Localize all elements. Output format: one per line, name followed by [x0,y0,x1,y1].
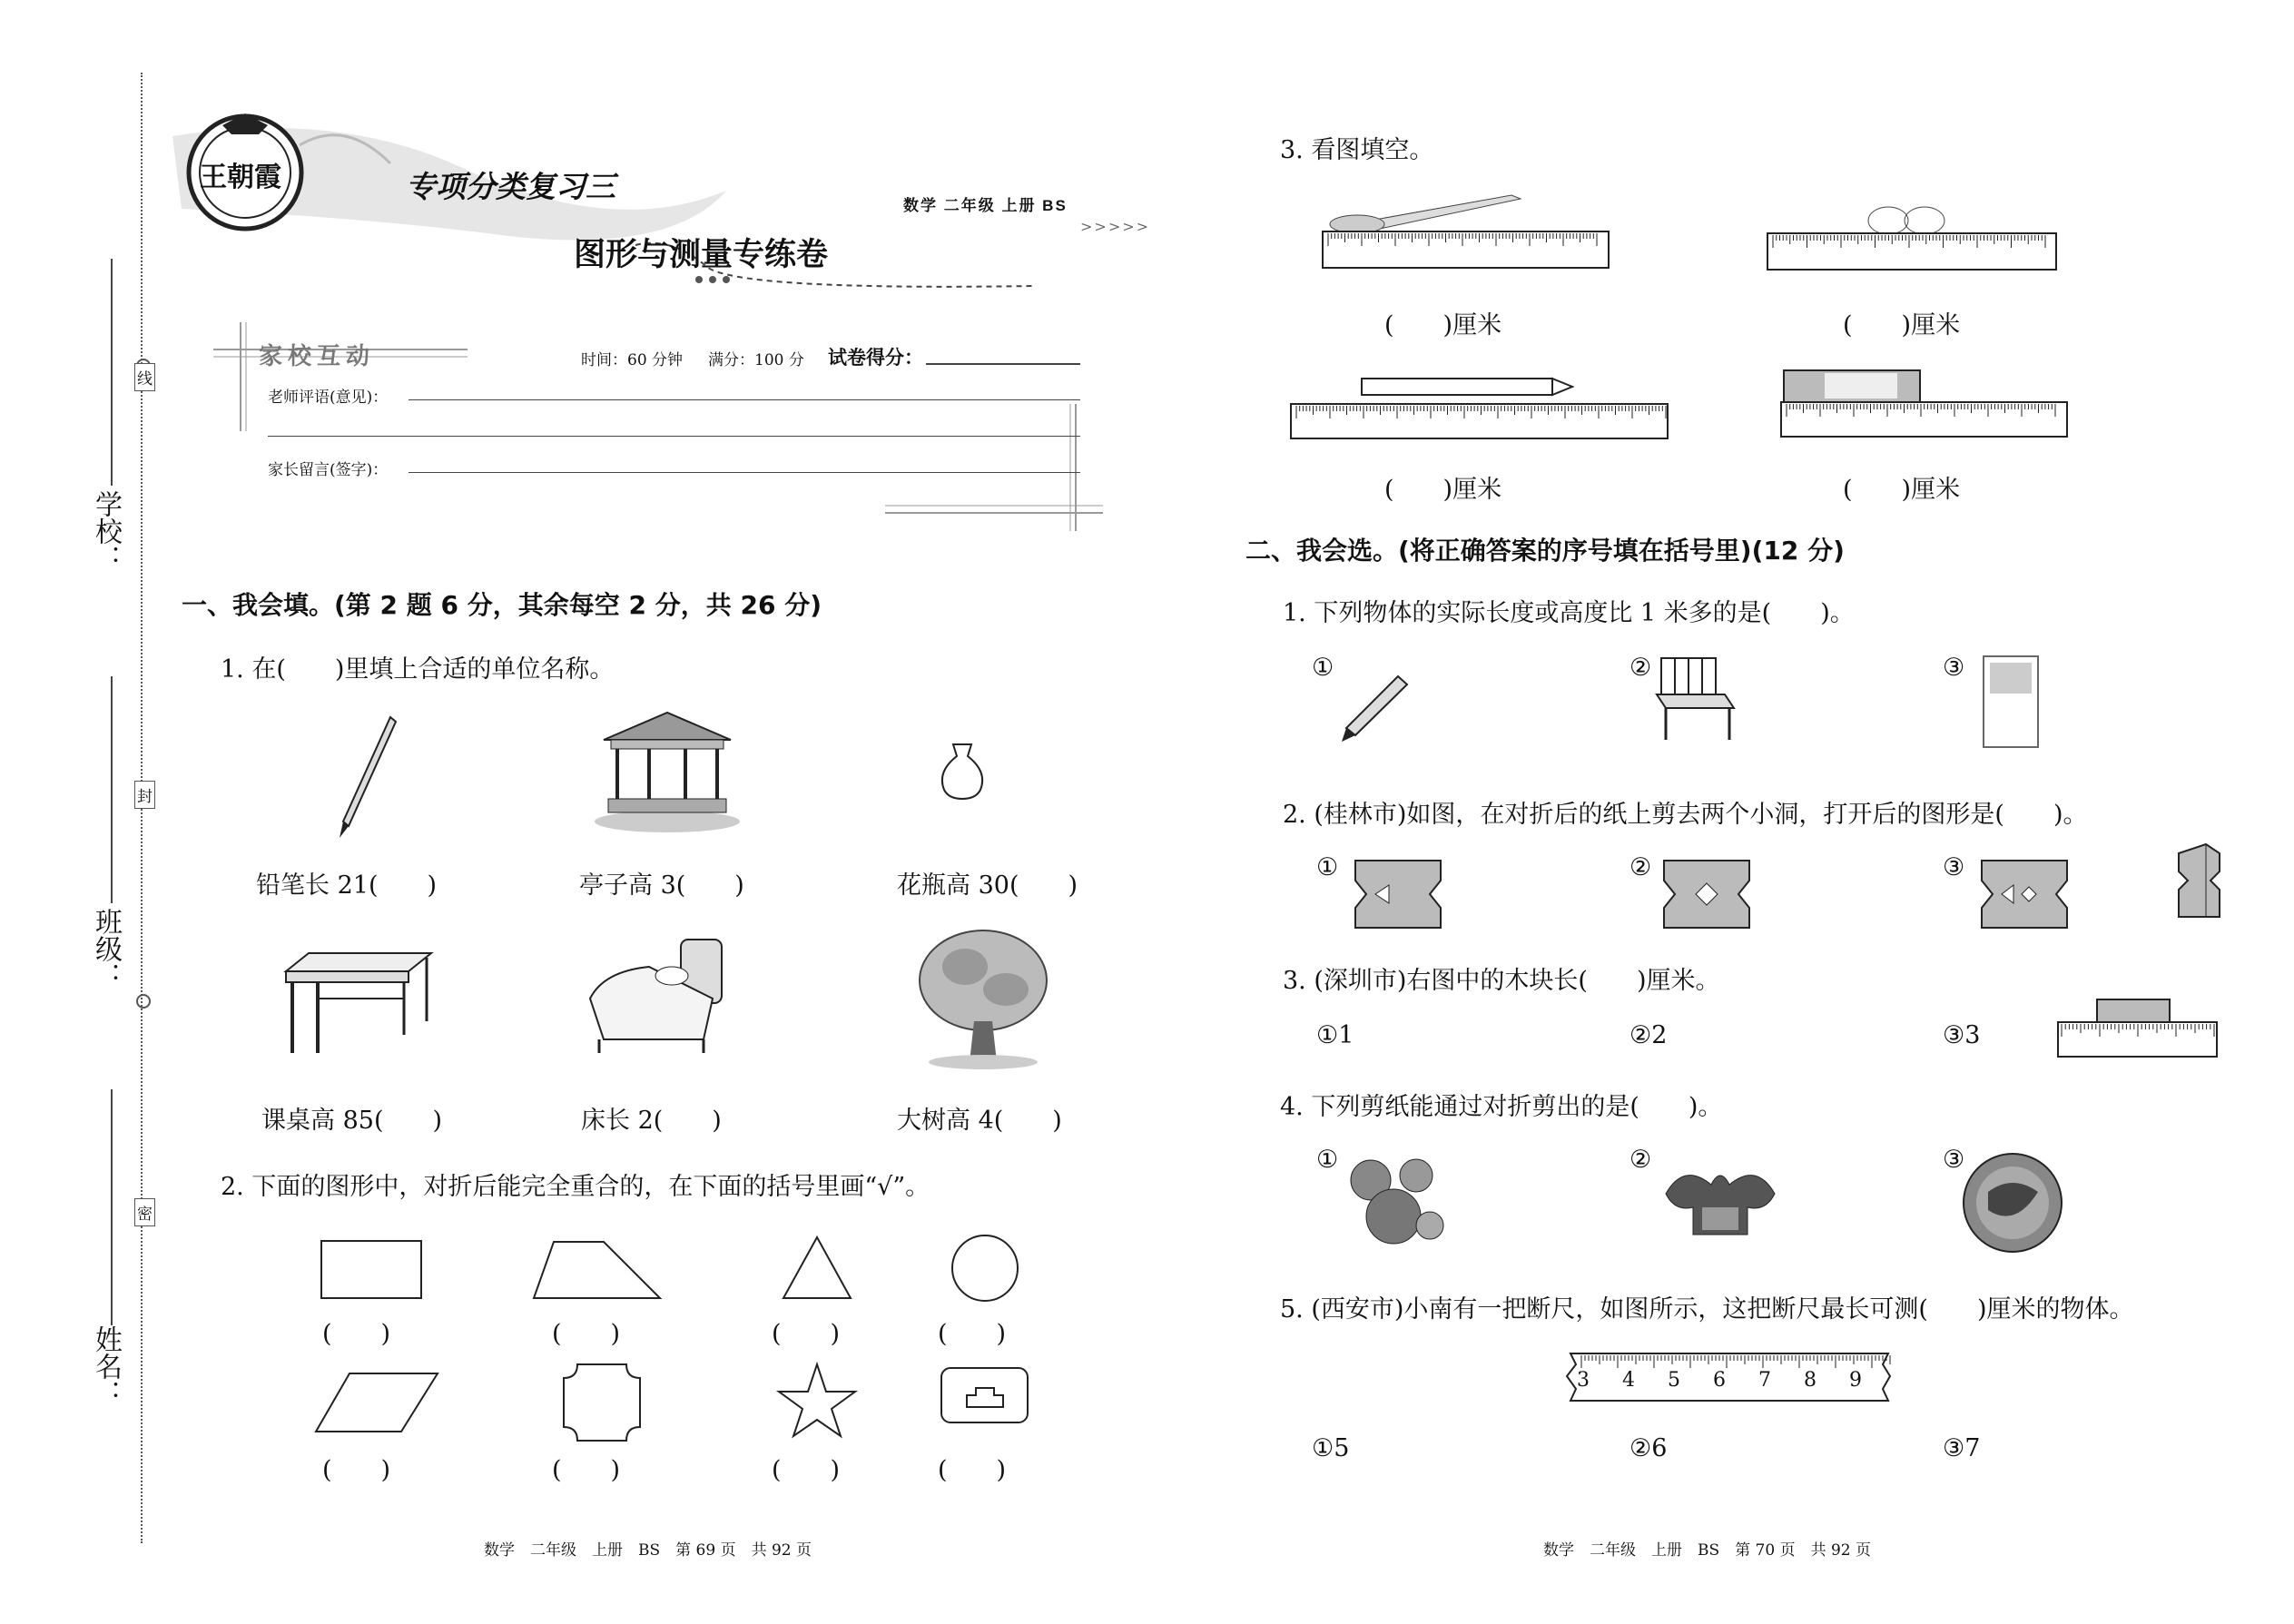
opt-mark: ② [1629,1146,1652,1174]
papercut-flowers-icon [1344,1153,1452,1253]
name-label: 姓名： [91,1325,121,1407]
q1-text: 1. 在( )里填上合适的单位名称。 [221,655,615,684]
bed-icon [586,935,731,1062]
answer-paren[interactable]: ( ) [322,1320,391,1348]
answer-paren[interactable]: ( ) [552,1456,621,1484]
trapezoid-shape [531,1239,663,1303]
opt-mark: ③ [1943,654,1965,682]
subject-tag: 数学 二年级 上册 BS [903,197,1068,214]
notched-square-shape [561,1362,643,1443]
opt-mark: ③ [1943,853,1965,881]
item-pavilion: 亭子高 3( ) [579,871,744,900]
triangle-shape [781,1235,853,1303]
ruler-eraser [1779,366,2070,438]
door-icon [1979,652,2043,752]
ruler-num: 6 [1713,1369,1726,1392]
series-title: 专项分类复习三 [406,169,615,204]
parent-comment-label: 家长留言(签字)： [268,461,389,479]
item-desk: 课桌高 85( ) [261,1107,443,1135]
ruler-num: 3 [1577,1369,1590,1392]
circle-shape [949,1232,1021,1304]
seal-mark: 密 [134,1198,155,1226]
pavilion-icon [595,708,749,835]
section2-heading: 二、我会选。(将正确答案的序号填在括号里)(12 分) [1245,536,1845,566]
item-vase: 花瓶高 30( ) [897,871,1078,900]
cm-blank[interactable]: ( )厘米 [1384,311,1502,340]
vase-icon [935,740,989,803]
cm-blank[interactable]: ( )厘米 [1843,476,1961,504]
seal-mark: 线 [134,363,155,391]
item-tree: 大树高 4( ) [897,1107,1062,1135]
exam-title: 图形与测量专练卷 [574,237,829,273]
opt-mark: ① [1312,654,1334,682]
q2-text: 2. 下面的图形中，对折后能完全重合的，在下面的括号里画“√”。 [221,1173,930,1201]
q5-option-3: ③7 [1943,1434,1981,1462]
parallelogram-shape [313,1371,440,1434]
papercut-fu-icon [1961,1151,2065,1255]
full-score: 满分：100 分 [708,351,804,369]
footer-right: 数学 二年级 上册 BS 第 70 页 共 92 页 [1543,1541,1872,1560]
opt-mark: ① [1316,853,1339,881]
score-field[interactable] [926,363,1080,365]
cut-paper-option-2 [1661,858,1752,930]
section1-heading: 一、我会填。(第 2 题 6 分，其余每空 2 分，共 26 分) [182,590,822,620]
q5-option-1: ①5 [1312,1434,1350,1462]
q5-option-2: ②6 [1629,1434,1668,1462]
rounded-rect-shape [940,1366,1030,1425]
ruler-glasses [1766,195,2061,272]
class-label: 班级： [91,908,121,989]
school-line [111,259,113,486]
answer-paren[interactable]: ( ) [552,1320,621,1348]
ruler-num: 5 [1668,1369,1680,1392]
opt-mark: ① [1316,1146,1339,1174]
folded-paper-icon [2174,840,2224,921]
ruler-num: 9 [1849,1369,1862,1392]
title-ornament [690,272,763,290]
teacher-comment-field[interactable] [409,399,1080,400]
ruler-pencil [1289,368,1670,440]
s2-q3-text: 3. (深圳市)右图中的木块长( )厘米。 [1283,967,1720,995]
cm-blank[interactable]: ( )厘米 [1384,476,1502,504]
home-school-label: 家校互动 [259,343,376,370]
cut-paper-option-3 [1979,858,2070,930]
ruler-num: 7 [1758,1369,1771,1392]
q3-option-2: ②2 [1629,1021,1668,1049]
score-label: 试卷得分： [828,347,923,369]
tree-icon [915,926,1051,1071]
q3-option-3: ③3 [1943,1021,1981,1049]
time-info: 时间：60 分钟 [581,351,684,369]
opt-mark: ③ [1943,1146,1965,1174]
broken-ruler-labels [1563,1369,1895,1396]
s2-q2-text: 2. (桂林市)如图，在对折后的纸上剪去两个小洞，打开后的图形是( )。 [1283,801,2088,829]
teacher-comment-label: 老师评语(意见)： [268,389,389,407]
opt-mark: ② [1629,654,1652,682]
block-ruler [2056,997,2220,1060]
opt-mark: ② [1629,853,1652,881]
ruler-rubber-band [1321,186,1611,272]
cut-paper-option-1 [1353,858,1443,930]
name-line [111,1089,113,1325]
star-shape [776,1362,858,1439]
item-pencil: 铅笔长 21( ) [256,871,438,900]
footer-left: 数学 二年级 上册 BS 第 69 页 共 92 页 [484,1541,812,1560]
s2-q1-text: 1. 下列物体的实际长度或高度比 1 米多的是( )。 [1283,599,1855,627]
q3-option-1: ①1 [1316,1021,1354,1049]
desk-icon [281,949,436,1058]
binding-hole [136,994,151,1009]
answer-paren[interactable]: ( ) [938,1320,1007,1348]
s2-q5-text: 5. (西安市)小南有一把断尺，如图所示，这把断尺最长可测( )厘米的物体。 [1280,1295,2134,1324]
pencil-icon [336,713,399,840]
rectangle-shape [320,1239,424,1303]
answer-paren[interactable]: ( ) [772,1456,841,1484]
answer-paren[interactable]: ( ) [938,1456,1007,1484]
class-line [111,676,113,903]
answer-paren[interactable]: ( ) [772,1320,841,1348]
seal-mark: 封 [134,781,155,809]
chair-icon [1652,654,1738,744]
cm-blank[interactable]: ( )厘米 [1843,311,1961,340]
teacher-comment-field[interactable] [268,436,1080,437]
parent-comment-field[interactable] [409,472,1080,473]
logo-text: 王朝霞 [200,162,281,193]
q3-text: 3. 看图填空。 [1280,136,1434,164]
s2-q4-text: 4. 下列剪纸能通过对折剪出的是( )。 [1280,1093,1723,1121]
pencil-icon [1339,672,1412,744]
school-label: 学校： [91,490,121,572]
ruler-num: 8 [1804,1369,1816,1392]
item-bed: 床长 2( ) [581,1107,722,1135]
answer-paren[interactable]: ( ) [322,1456,391,1484]
header-banner [163,109,763,309]
ruler-num: 4 [1622,1369,1635,1392]
papercut-dragon-icon [1657,1157,1784,1239]
